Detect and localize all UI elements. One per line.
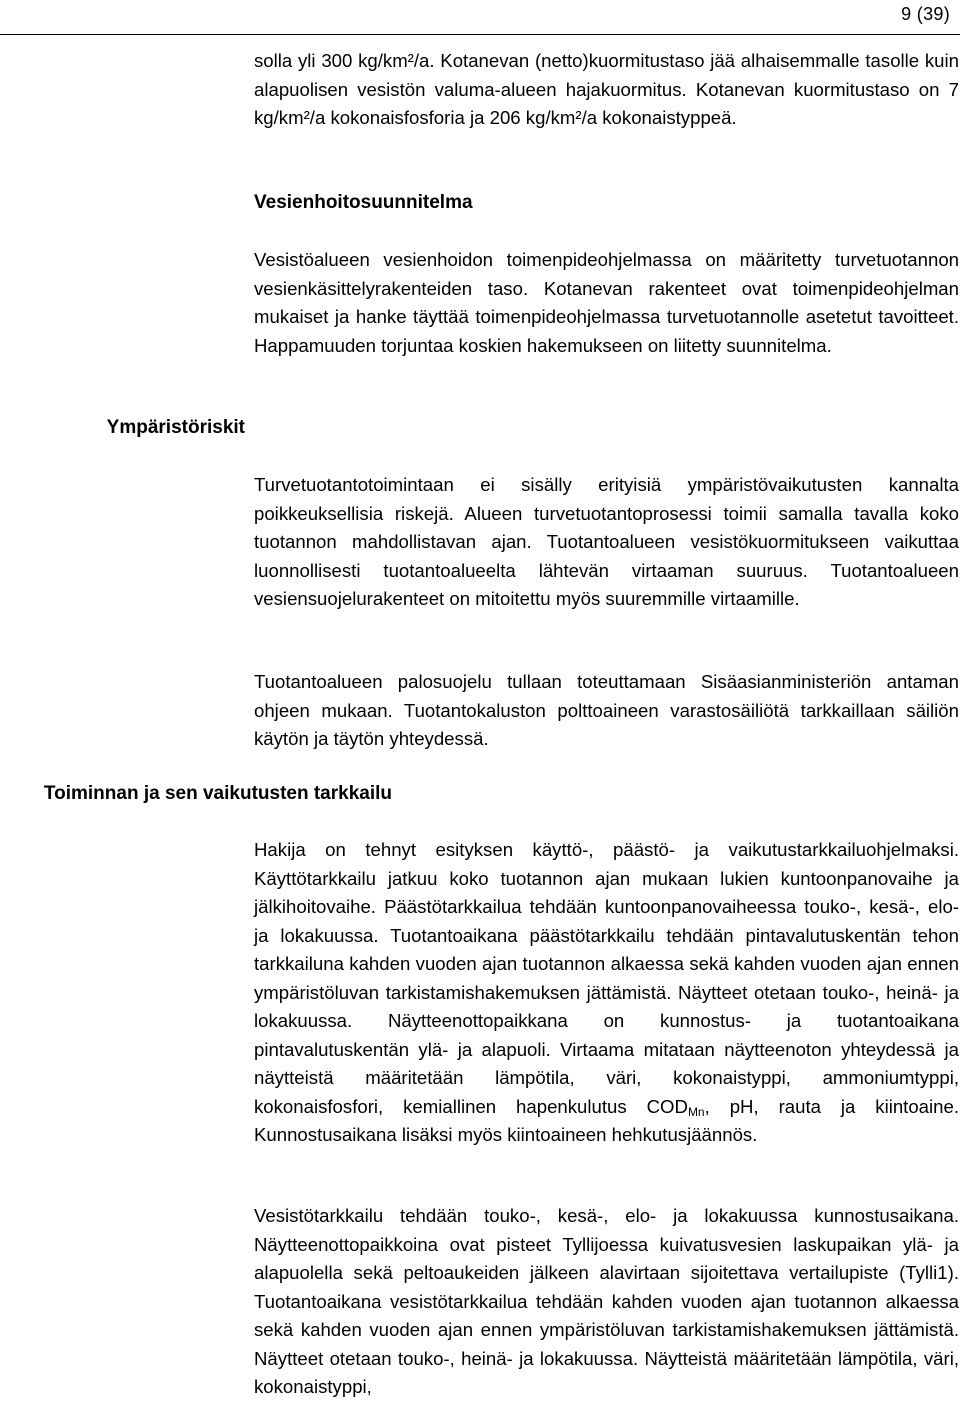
vesienhoito-paragraph: Vesistöalueen vesienhoidon toimenpideohjelmassa on määritetty turvetuotannon vesienkäsittelyrakenteiden taso. Kotanevan rakenteet ovat toimenpideohjelman mukaiset ja hanke täyttää toimenpideohjelmassa turvetuotannolle asetetut tavoitteet. Happamuuden torjuntaa koskien hakemukseen on liitetty suunnitelma. (254, 249, 959, 356)
riskit-paragraph-2: Tuotantoalueen palosuojelu tullaan toteuttamaan Sisäasianministeriön antaman ohjeen mukaan. Tuotantokaluston polttoaineen varastosäiliötä tarkkaillaan säiliön käytön ja täytön yhteydessä. (254, 671, 959, 749)
tarkkailu-paragraph-1-text-a: Hakija on tehnyt esityksen käyttö-, päästö- ja vaikutustarkkailuohjelmaksi. Käyttötarkkailu jatkuu koko tuotannon ajan mukaan lukien kuntoonpanovaihe ja jälkihoitovaihe. Päästötarkkailua tehdään kuntoonpanovaiheessa touko-, kesä-, elo- ja lokakuussa. Tuotantoaikana päästötarkkailu tehdään pintavalutuskentän tehon tarkkailuna kahden vuoden ajan tuotannon alkaessa sekä kahden vuoden ajan ennen ympäristöluvan tarkistamishakemuksen jättämistä. Näytteet otetaan touko-, heinä- ja lokakuussa. Näytteenottopaikkana on kunnostus- ja tuotantoaikana pintavalutuskentän ylä- ja alapuoli. Virtaama mitataan näytteenoton yhteydessä ja näytteistä määritetään lämpötila, väri, kokonaistyppi, ammoniumtyppi, kokonaisfosfori, kemiallinen hapenkulutus COD (254, 839, 959, 1117)
cod-subscript: Mn (687, 1104, 705, 1119)
intro-paragraph: solla yli 300 kg/km²/a. Kotanevan (netto)kuormitustaso jää alhaisemmalle tasolle kuin alapuolisen vesistön valuma-alueen hajakuormitus. Kotanevan kuormitustaso on 7 kg/km²/a kokonaisfosforia ja 206 kg/km²/a kokonaistyppeä. (254, 50, 959, 128)
heading-vesienhoitosuunnitelma: Vesienhoitosuunnitelma (254, 192, 473, 213)
tarkkailu-paragraph-1-text-b: , pH, rauta ja kiintoaine. Kunnostusaikana lisäksi myös kiintoaineen hehkutusjäännös. (254, 1095, 960, 1145)
header-rule (0, 34, 960, 35)
heading-ymparistoriskit: Ympäristöriskit (106, 417, 245, 438)
heading-tarkkailu: Toiminnan ja sen vaikutusten tarkkailu (43, 783, 392, 804)
tarkkailu-paragraph-2: Vesistötarkkailu tehdään touko-, kesä-, elo- ja lokakuussa kunnostusaikana. Näytteenottopaikkoina ovat pisteet Tyllijoessa kuivatusvesien laskupaikan ylä- ja alapuolella sekä peltoaukeiden jälkeen alavirtaan sijoitettava vertailupiste (Tylli1). Tuotantoaikana vesistötarkkailua tehdään kahden vuoden ajan tuotannon alkaessa sekä kahden vuoden ajan ennen ympäristöluvan tarkistamishakemuksen jättämistä. Näytteet otetaan touko-, heinä- ja lokakuussa. Näytteistä määritetään lämpötila, väri, kokonaistyppi, (254, 1205, 959, 1397)
tarkkailu-paragraph-1 (254, 836, 959, 1150)
riskit-paragraph-1: Turvetuotantotoimintaan ei sisälly erityisiä ympäristövaikutusten kannalta poikkeuksellisia riskejä. Alueen turvetuotantoprosessi toimii samalla tavalla koko tuotannon mahdollistavan ajan. Tuotantoalueen vesistökuormitukseen vaikuttaa luonnollisesti tuotantoalueelta lähtevän virtaaman suuruus. Tuotantoalueen vesiensuojelurakenteet on mitoitettu myös suuremmille virtaamille. (254, 474, 959, 609)
page-number: 9 (39) (901, 4, 950, 24)
